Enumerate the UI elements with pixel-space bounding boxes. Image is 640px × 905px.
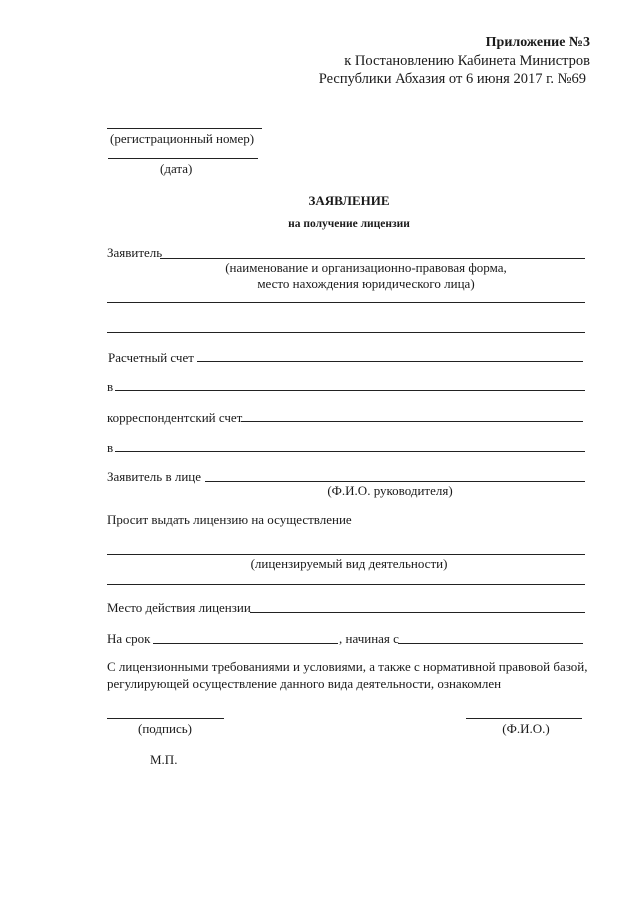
activity-field-line-2[interactable] (107, 584, 585, 585)
signature-field[interactable] (107, 718, 224, 719)
applicant-caption-1: (наименование и организационно-правовая форма, (225, 260, 507, 275)
activity-field[interactable] (107, 554, 585, 555)
activity-caption: (лицензируемый вид деятельности) (250, 556, 448, 571)
acknowledgement-line-2: регулирующей осуществление данного вида деятельности, ознакомлен (107, 676, 502, 691)
stamp-place: М.П. (150, 752, 178, 767)
bank-1-field[interactable] (115, 390, 585, 391)
document-title: ЗАЯВЛЕНИЕ (308, 193, 390, 208)
reg-number-caption: (регистрационный номер) (110, 131, 255, 146)
date-caption: (дата) (160, 161, 193, 176)
corr-account-field[interactable] (241, 421, 583, 422)
name-field[interactable] (466, 718, 582, 719)
applicant-field-line-3[interactable] (107, 332, 585, 333)
represented-caption: (Ф.И.О. руководителя) (327, 483, 453, 498)
decree-line-1: к Постановлению Кабинета Министров (344, 53, 590, 69)
name-caption: (Ф.И.О.) (502, 721, 550, 736)
corr-account-label: корреспондентский счет (107, 410, 243, 425)
appendix-heading: Приложение №3 (485, 35, 590, 50)
start-label: , начиная с (339, 631, 399, 646)
signature-caption: (подпись) (138, 721, 192, 736)
account-field[interactable] (197, 361, 583, 362)
applicant-caption-2: место нахождения юридического лица) (257, 276, 475, 291)
represented-field[interactable] (205, 481, 585, 482)
decree-line-2: Республики Абхазия от 6 июня 2017 г. №69 (318, 71, 586, 87)
term-label: На срок (107, 631, 151, 646)
request-text: Просит выдать лицензию на осуществление (107, 512, 352, 527)
place-field[interactable] (250, 612, 585, 613)
date-field[interactable] (108, 158, 258, 159)
represented-label: Заявитель в лице (107, 469, 202, 484)
account-label: Расчетный счет (108, 350, 194, 365)
applicant-label: Заявитель (107, 245, 163, 260)
reg-number-field[interactable] (107, 128, 262, 129)
place-label: Место действия лицензии (107, 600, 251, 615)
applicant-field[interactable] (160, 258, 585, 259)
acknowledgement-line-1: С лицензионными требованиями и условиями, а также с нормативной правовой базой, (107, 659, 588, 674)
bank-2-field[interactable] (115, 451, 585, 452)
bank-1-label: в (107, 379, 114, 394)
start-date-field[interactable] (398, 643, 583, 644)
applicant-field-line-2[interactable] (107, 302, 585, 303)
term-field[interactable] (153, 643, 338, 644)
bank-2-label: в (107, 440, 114, 455)
document-subtitle: на получение лицензии (288, 218, 410, 230)
